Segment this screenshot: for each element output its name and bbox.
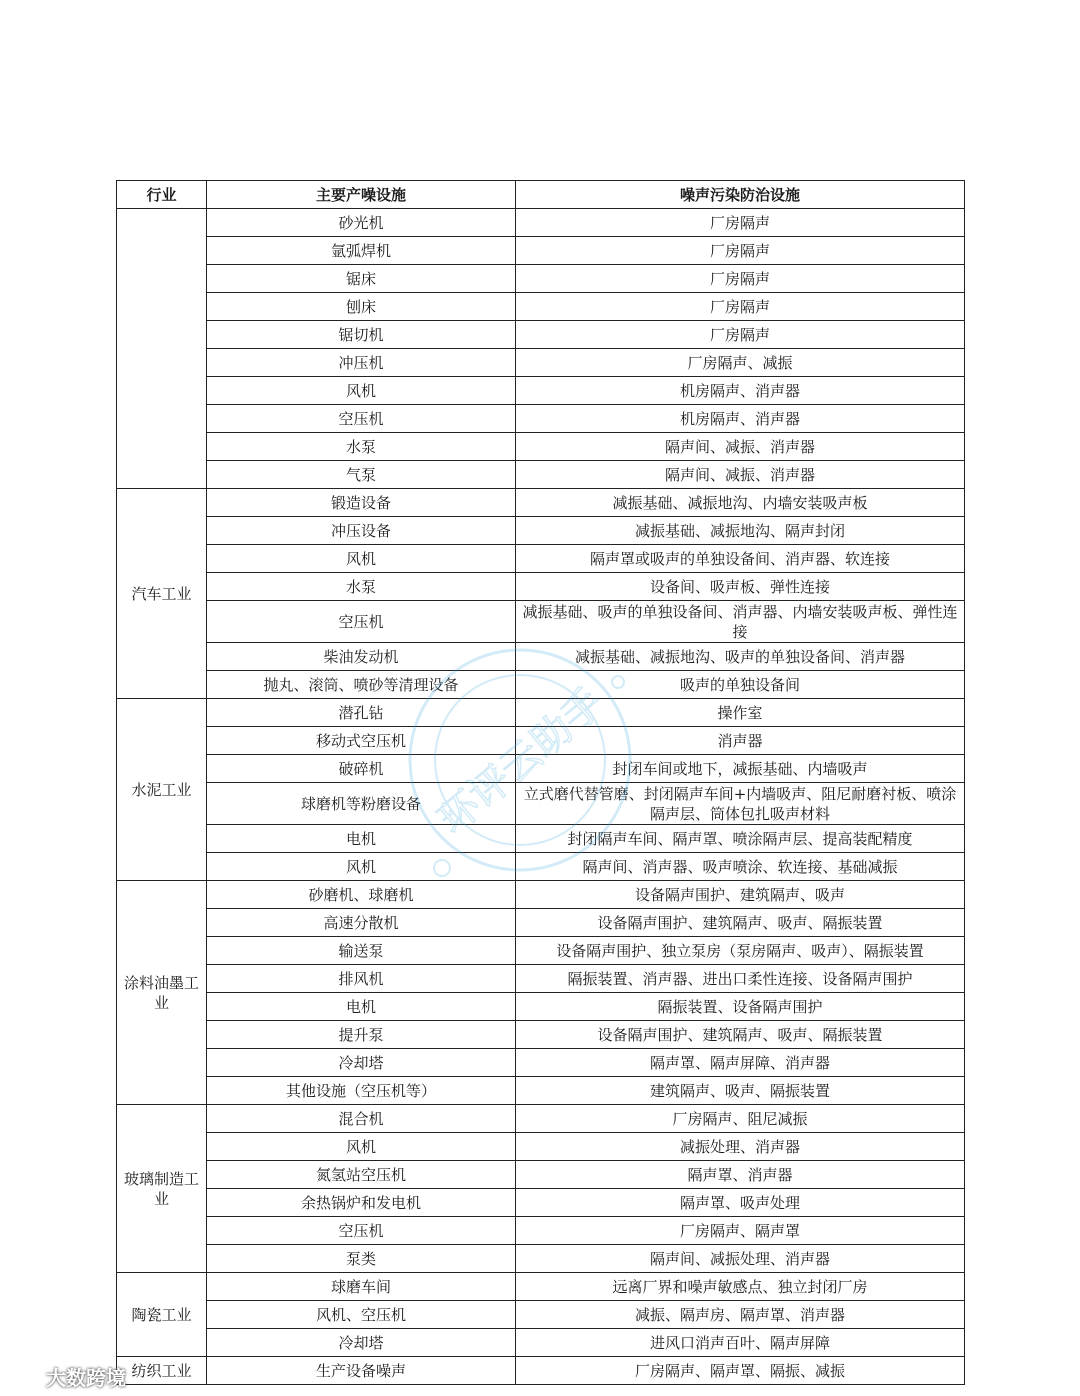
control-measure-cell: 减振基础、减振地沟、吸声的单独设备间、消声器 [516,643,965,671]
table-row [117,433,965,461]
watermark-text: 环评云助手 [429,679,613,844]
control-measure-cell: 封闭隔声车间、隔声罩、喷涂隔声层、提高装配精度 [516,825,965,853]
noise-source-cell: 抛丸、滚筒、喷砂等清理设备 [207,671,516,699]
noise-source-cell: 风机 [207,377,516,405]
control-measure-cell: 隔声罩、消声器 [516,1161,965,1189]
noise-source-cell: 水泵 [207,573,516,601]
noise-source-cell: 风机 [207,853,516,881]
control-measure-cell: 隔振装置、设备隔声围护 [516,993,965,1021]
table-row [117,909,965,937]
table-row [117,1161,965,1189]
control-measure-cell: 减振基础、吸声的单独设备间、消声器、内墙安装吸声板、弹性连接 [516,601,965,643]
industry-cell: 玻璃制造工业 [117,1105,207,1273]
control-measure-cell: 封闭车间或地下，减振基础、内墙吸声 [516,755,965,783]
noise-source-cell: 空压机 [207,1217,516,1245]
table-row [117,993,965,1021]
noise-source-cell: 空压机 [207,405,516,433]
table-row [117,601,965,643]
control-measure-cell: 减振基础、减振地沟、隔声封闭 [516,517,965,545]
table-row [117,293,965,321]
noise-source-cell: 电机 [207,825,516,853]
noise-source-cell: 冲压设备 [207,517,516,545]
industry-cell: 汽车工业 [117,489,207,699]
control-measure-cell: 减振处理、消声器 [516,1133,965,1161]
noise-source-cell: 球磨机等粉磨设备 [207,783,516,825]
table-row [117,937,965,965]
control-measure-cell: 厂房隔声、隔声罩 [516,1217,965,1245]
table-row [117,1273,965,1301]
control-measure-cell: 减振基础、减振地沟、内墙安装吸声板 [516,489,965,517]
noise-source-cell: 锯切机 [207,321,516,349]
noise-source-cell: 砂光机 [207,209,516,237]
control-measure-cell: 厂房隔声 [516,293,965,321]
control-measure-cell: 隔声间、减振、消声器 [516,433,965,461]
noise-source-cell: 生产设备噪声 [207,1357,516,1385]
industry-cell: 纺织工业 [117,1357,207,1385]
table-row [117,825,965,853]
noise-source-cell: 潜孔钻 [207,699,516,727]
noise-source-cell: 高速分散机 [207,909,516,937]
table-row [117,853,965,881]
table-row [117,643,965,671]
industry-cell [117,209,207,489]
table-row [117,1217,965,1245]
table-row [117,265,965,293]
table-row [117,237,965,265]
noise-control-table [116,180,965,1385]
header-control-measure: 噪声污染防治设施 [516,181,965,209]
table-row [117,545,965,573]
industry-cell: 陶瓷工业 [117,1273,207,1357]
control-measure-cell: 机房隔声、消声器 [516,405,965,433]
control-measure-cell: 消声器 [516,727,965,755]
control-measure-cell: 设备隔声围护、建筑隔声、吸声、隔振装置 [516,909,965,937]
table-row [117,1329,965,1357]
control-measure-cell: 远离厂界和噪声敏感点、独立封闭厂房 [516,1273,965,1301]
table-header-row [117,181,965,209]
noise-source-cell: 球磨车间 [207,1273,516,1301]
control-measure-cell: 隔声罩或吸声的单独设备间、消声器、软连接 [516,545,965,573]
control-measure-cell: 厂房隔声 [516,237,965,265]
noise-source-cell: 排风机 [207,965,516,993]
noise-source-cell: 锻造设备 [207,489,516,517]
control-measure-cell: 机房隔声、消声器 [516,377,965,405]
noise-source-cell: 氩弧焊机 [207,237,516,265]
table-row [117,699,965,727]
control-measure-cell: 设备隔声围护、建筑隔声、吸声、隔振装置 [516,1021,965,1049]
table-row [117,573,965,601]
noise-source-cell: 风机、空压机 [207,1301,516,1329]
control-measure-cell: 隔声间、减振处理、消声器 [516,1245,965,1273]
table-row [117,209,965,237]
noise-source-cell: 风机 [207,545,516,573]
control-measure-cell: 隔声罩、吸声处理 [516,1189,965,1217]
control-measure-cell: 设备隔声围护、独立泵房（泵房隔声、吸声）、隔振装置 [516,937,965,965]
noise-source-cell: 泵类 [207,1245,516,1273]
noise-source-cell: 移动式空压机 [207,727,516,755]
table-row [117,1049,965,1077]
noise-source-cell: 风机 [207,1133,516,1161]
control-measure-cell: 立式磨代替管磨、封闭隔声车间+内墙吸声、阻尼耐磨衬板、喷涂隔声层、筒体包扎吸声材料 [516,783,965,825]
table-row [117,1245,965,1273]
table-body [117,209,965,1385]
noise-source-cell: 冷却塔 [207,1049,516,1077]
noise-source-cell: 冷却塔 [207,1329,516,1357]
control-measure-cell: 厂房隔声 [516,321,965,349]
noise-source-cell: 柴油发动机 [207,643,516,671]
table-row [117,965,965,993]
noise-source-cell: 混合机 [207,1105,516,1133]
table-row [117,321,965,349]
noise-source-cell: 电机 [207,993,516,1021]
noise-source-cell: 刨床 [207,293,516,321]
table-row [117,1189,965,1217]
noise-source-cell: 锯床 [207,265,516,293]
control-measure-cell: 厂房隔声、阻尼减振 [516,1105,965,1133]
control-measure-cell: 隔声间、减振、消声器 [516,461,965,489]
control-measure-cell: 进风口消声百叶、隔声屏障 [516,1329,965,1357]
table-row [117,377,965,405]
table-row [117,783,965,825]
table-row [117,517,965,545]
table-row [117,1105,965,1133]
noise-source-cell: 气泵 [207,461,516,489]
industry-cell: 水泥工业 [117,699,207,881]
brand-logo-icon [6,1366,40,1388]
noise-source-cell: 砂磨机、球磨机 [207,881,516,909]
table-row [117,1357,965,1385]
table-row [117,1021,965,1049]
table-row [117,1301,965,1329]
noise-source-cell: 提升泵 [207,1021,516,1049]
table-row [117,881,965,909]
footer-brand-text: 大数跨境 [46,1366,126,1390]
control-measure-cell: 减振、隔声房、隔声罩、消声器 [516,1301,965,1329]
control-measure-cell: 隔声罩、隔声屏障、消声器 [516,1049,965,1077]
noise-source-cell: 余热锅炉和发电机 [207,1189,516,1217]
header-industry: 行业 [117,181,207,209]
control-measure-cell: 隔振装置、消声器、进出口柔性连接、设备隔声围护 [516,965,965,993]
control-measure-cell: 厂房隔声 [516,209,965,237]
control-measure-cell: 厂房隔声 [516,265,965,293]
industry-cell: 涂料油墨工业 [117,881,207,1105]
table-row [117,1133,965,1161]
control-measure-cell: 设备隔声围护、建筑隔声、吸声 [516,881,965,909]
control-measure-cell: 设备间、吸声板、弹性连接 [516,573,965,601]
table-row [117,755,965,783]
control-measure-cell: 厂房隔声、隔声罩、隔振、减振 [516,1357,965,1385]
noise-source-cell: 其他设施（空压机等） [207,1077,516,1105]
table-row [117,1077,965,1105]
control-measure-cell: 建筑隔声、吸声、隔振装置 [516,1077,965,1105]
footer-watermark [6,1362,126,1391]
table-row [117,727,965,755]
noise-source-cell: 氮氢站空压机 [207,1161,516,1189]
header-noise-source: 主要产噪设施 [207,181,516,209]
table-row [117,405,965,433]
control-measure-cell: 隔声间、消声器、吸声喷涂、软连接、基础减振 [516,853,965,881]
control-measure-cell: 吸声的单独设备间 [516,671,965,699]
table-row [117,349,965,377]
noise-source-cell: 空压机 [207,601,516,643]
noise-source-cell: 破碎机 [207,755,516,783]
table-row [117,489,965,517]
noise-source-cell: 输送泵 [207,937,516,965]
control-measure-cell: 操作室 [516,699,965,727]
table-row [117,461,965,489]
noise-source-cell: 冲压机 [207,349,516,377]
table-row [117,671,965,699]
noise-source-cell: 水泵 [207,433,516,461]
control-measure-cell: 厂房隔声、减振 [516,349,965,377]
